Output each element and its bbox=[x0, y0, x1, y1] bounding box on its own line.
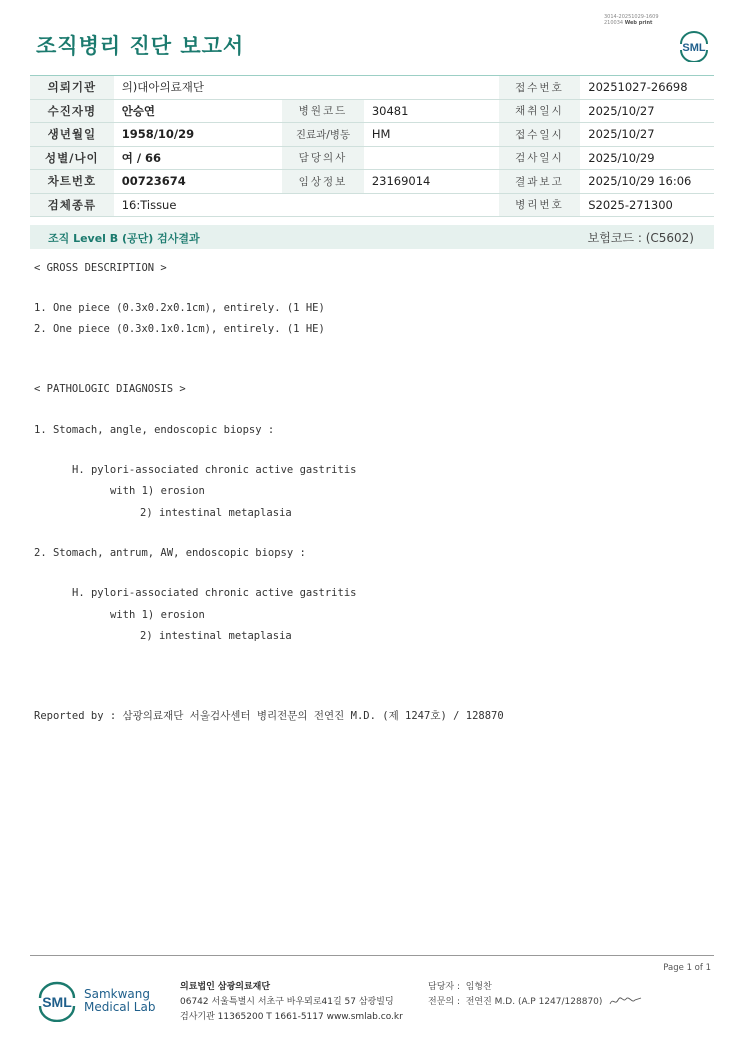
info-label: 검사일시 bbox=[499, 146, 581, 170]
info-label: 담당의사 bbox=[282, 146, 364, 170]
svg-text:SML: SML bbox=[682, 42, 706, 54]
info-row bbox=[30, 123, 714, 147]
info-value: 여 / 66 bbox=[114, 146, 282, 170]
info-label: 차트번호 bbox=[30, 170, 114, 194]
print-meta-line1: 3014-20251029-1609 bbox=[604, 14, 659, 20]
report-body bbox=[34, 262, 504, 722]
info-label: 병원코드 bbox=[282, 99, 364, 123]
logo-line-1: Samkwang bbox=[84, 987, 150, 1001]
diagnosis-2-finding-2: 2) intestinal metaplasia bbox=[140, 630, 292, 642]
corp-address: 06742 서울특별시 서초구 바우뫼로41길 57 삼광빌딩 bbox=[180, 997, 394, 1007]
logo-line-2: Medical Lab bbox=[84, 1000, 156, 1014]
diagnosis-2-main: H. pylori-associated chronic active gastritis bbox=[72, 587, 357, 599]
info-label: 검체종류 bbox=[30, 193, 114, 217]
info-value: 안승연 bbox=[114, 99, 282, 123]
specialist-row bbox=[428, 995, 602, 1010]
footer-divider bbox=[30, 955, 714, 956]
info-value: 23169014 bbox=[364, 170, 499, 194]
info-value: 30481 bbox=[364, 99, 499, 123]
corp-info bbox=[180, 980, 403, 1025]
info-value: 16:Tissue bbox=[114, 193, 499, 217]
info-value: HM bbox=[364, 123, 499, 147]
info-row bbox=[30, 170, 714, 194]
info-label: 수진자명 bbox=[30, 99, 114, 123]
insurance-code: 보험코드 : (C5602) bbox=[587, 231, 694, 245]
footer-logo-text bbox=[84, 988, 155, 1014]
info-label: 접수일시 bbox=[499, 123, 581, 147]
patient-info-table bbox=[30, 75, 714, 217]
diagnosis-1-site: 1. Stomach, angle, endoscopic biopsy : bbox=[34, 424, 275, 436]
info-row bbox=[30, 76, 714, 100]
info-label: 채취일시 bbox=[499, 99, 581, 123]
diagnosis-2-finding-1: with 1) erosion bbox=[110, 609, 205, 621]
print-meta-line2 bbox=[604, 20, 659, 26]
info-row bbox=[30, 193, 714, 217]
info-value: 00723674 bbox=[114, 170, 282, 194]
info-label: 임상정보 bbox=[282, 170, 364, 194]
info-value: S2025-271300 bbox=[580, 193, 714, 217]
diagnosis-1-finding-1: with 1) erosion bbox=[110, 485, 205, 497]
result-section-bar bbox=[30, 225, 714, 249]
gross-item-1: 1. One piece (0.3x0.2x0.1cm), entirely. (1 HE) bbox=[34, 302, 325, 314]
report-title: 조직병리 진단 보고서 bbox=[36, 34, 245, 58]
info-value: 2025/10/29 16:06 bbox=[580, 170, 714, 194]
footer-logo bbox=[36, 980, 155, 1022]
print-meta bbox=[604, 14, 659, 26]
info-value bbox=[364, 146, 499, 170]
info-value: 2025/10/29 bbox=[580, 146, 714, 170]
info-label: 병리번호 bbox=[499, 193, 581, 217]
specialist-name: 전연진 M.D. (A.P 1247/128870) bbox=[465, 997, 603, 1007]
svg-text:SML: SML bbox=[42, 994, 72, 1010]
info-row bbox=[30, 146, 714, 170]
info-label: 진료과/병동 bbox=[282, 123, 364, 147]
diagnosis-1-main: H. pylori-associated chronic active gastritis bbox=[72, 464, 357, 476]
info-label: 의뢰기관 bbox=[30, 76, 114, 100]
diagnosis-1-finding-2: 2) intestinal metaplasia bbox=[140, 507, 292, 519]
info-value: 2025/10/27 bbox=[580, 99, 714, 123]
diagnosis-2-site: 2. Stomach, antrum, AW, endoscopic biopsy : bbox=[34, 547, 306, 559]
info-value: 2025/10/27 bbox=[580, 123, 714, 147]
info-label: 성별/나이 bbox=[30, 146, 114, 170]
corp-contact: 검사기관 11365200 T 1661-5117 www.smlab.co.kr bbox=[180, 1012, 403, 1022]
print-meta-label: Web print bbox=[624, 20, 653, 26]
pathology-heading: < PATHOLOGIC DIAGNOSIS > bbox=[34, 383, 186, 395]
info-label: 접수번호 bbox=[499, 76, 581, 100]
gross-heading: < GROSS DESCRIPTION > bbox=[34, 262, 167, 274]
info-row bbox=[30, 99, 714, 123]
info-value: 의)대아의료재단 bbox=[114, 76, 499, 100]
staff-row bbox=[428, 980, 602, 995]
staff-label: 담당자 : bbox=[428, 982, 460, 992]
info-value: 1958/10/29 bbox=[114, 123, 282, 147]
reported-by: Reported by : 삼광의료재단 서울검사센터 병리전문의 전연진 M.D. (제 1247호) / 128870 bbox=[34, 710, 504, 722]
info-value: 20251027-26698 bbox=[580, 76, 714, 100]
sml-logo-icon bbox=[676, 30, 712, 62]
signature-icon bbox=[608, 994, 644, 1008]
page-number: Page 1 of 1 bbox=[663, 963, 711, 973]
info-label: 생년월일 bbox=[30, 123, 114, 147]
corp-name: 의료법인 삼광의료재단 bbox=[180, 982, 271, 992]
sml-footer-logo-icon bbox=[36, 980, 78, 1022]
print-meta-code: 210034 bbox=[604, 20, 624, 26]
section-title: 조직 Level B (공단) 검사결과 bbox=[48, 232, 200, 245]
info-label: 결과보고 bbox=[499, 170, 581, 194]
staff-info bbox=[428, 980, 602, 1010]
specialist-label: 전문의 : bbox=[428, 997, 460, 1007]
staff-name: 임형찬 bbox=[465, 982, 492, 992]
gross-item-2: 2. One piece (0.3x0.1x0.1cm), entirely. (1 HE) bbox=[34, 323, 325, 335]
